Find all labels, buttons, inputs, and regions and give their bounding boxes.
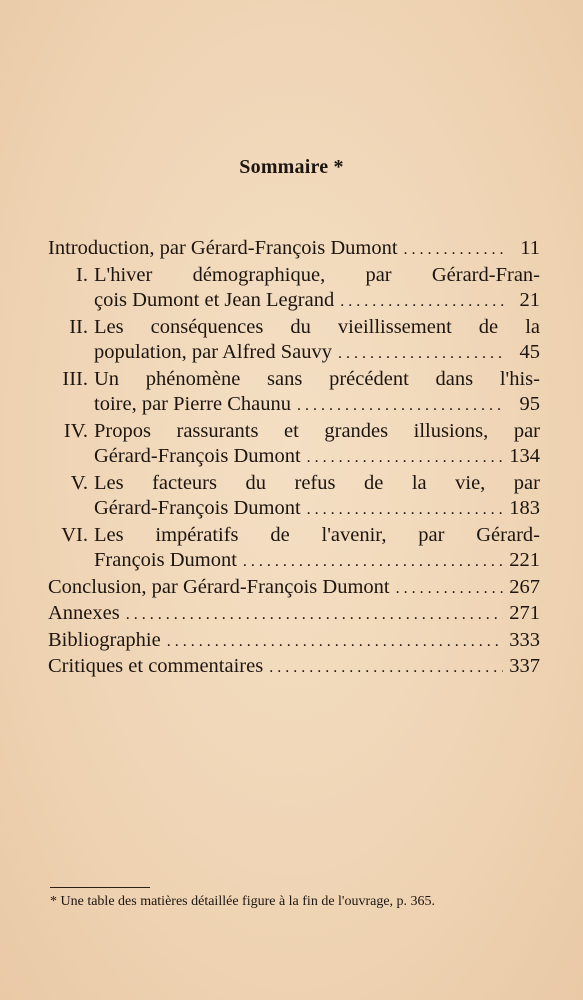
leader-dots (269, 655, 503, 681)
toc-entry-text: Les facteurs du refus de la vie, par (94, 471, 540, 494)
toc-entry-chapter-6 (48, 523, 540, 575)
toc-entry-text: Annexes (48, 602, 120, 624)
toc-page-number: 95 (519, 393, 540, 415)
leader-dots (307, 445, 504, 471)
toc-entry-text: Introduction, par Gérard-François Dumont (48, 237, 398, 259)
toc-page-number: 267 (509, 575, 540, 598)
chapter-number: IV. (63, 419, 88, 442)
toc-entry-annexes (48, 601, 540, 628)
leader-dots (404, 237, 504, 263)
toc-entry-text: Les impératifs de l'avenir, par Gérard- (94, 523, 540, 546)
page-title: Sommaire * (239, 156, 344, 178)
toc-entry-chapter-5 (48, 471, 540, 523)
chapter-number: III. (62, 367, 88, 390)
leader-dots (338, 341, 504, 367)
toc-entry-text: Gérard-François Dumont (94, 497, 301, 519)
leader-dots (307, 497, 504, 523)
toc-entry-introduction (48, 236, 540, 263)
toc-entry-chapter-2 (48, 315, 540, 367)
footnote-rule (50, 887, 150, 888)
toc-entry-text: Un phénomène sans précédent dans l'his- (94, 367, 540, 390)
toc-entry-text: population, par Alfred Sauvy (94, 341, 332, 363)
toc-entry-text: Bibliographie (48, 628, 161, 651)
leader-dots (243, 549, 503, 575)
toc-entry-text: Gérard-François Dumont (94, 445, 301, 467)
toc-entry-chapter-4 (48, 419, 540, 471)
chapter-number: V. (70, 471, 88, 494)
toc-page-number: 21 (519, 289, 540, 311)
toc-entry-text: Critiques et commentaires (48, 655, 264, 677)
leader-dots (126, 602, 504, 628)
toc-entry-text: çois Dumont et Jean Legrand (94, 289, 335, 311)
toc-page-number: 134 (509, 445, 540, 467)
chapter-number: II. (69, 315, 88, 338)
toc-entry-bibliography (48, 628, 540, 655)
toc-entry-chapter-3 (48, 367, 540, 419)
toc-entry-text: L'hiver démographique, par Gérard-Fran- (94, 263, 540, 286)
toc-page-number: 221 (509, 549, 540, 571)
footnote: * Une table des matières détaillée figure à la fin de l'ouvrage, p. 365. (50, 894, 436, 909)
leader-dots (340, 289, 504, 315)
toc-page-number: 11 (520, 237, 540, 259)
table-of-contents (48, 236, 540, 681)
toc-page-number: 183 (509, 497, 540, 519)
toc-page-number: 333 (509, 628, 540, 651)
chapter-number: I. (76, 263, 88, 286)
toc-page-number: 337 (509, 655, 540, 677)
toc-entry-text: Conclusion, par Gérard-François Dumont (48, 575, 390, 598)
toc-entry-conclusion (48, 575, 540, 602)
toc-entry-text: François Dumont (94, 549, 237, 571)
leader-dots (396, 576, 504, 602)
toc-entry-text: Les conséquences du vieillissement de la (94, 315, 540, 338)
toc-entry-text: toire, par Pierre Chaunu (94, 393, 291, 415)
leader-dots (167, 629, 504, 655)
toc-entry-reviews (48, 654, 540, 681)
chapter-number: VI. (61, 523, 88, 546)
toc-page-number: 45 (519, 341, 540, 363)
toc-entry-text: Propos rassurants et grandes illusions, par (94, 419, 540, 442)
toc-page-number: 271 (509, 602, 540, 624)
toc-entry-chapter-1 (48, 263, 540, 315)
leader-dots (297, 393, 504, 419)
